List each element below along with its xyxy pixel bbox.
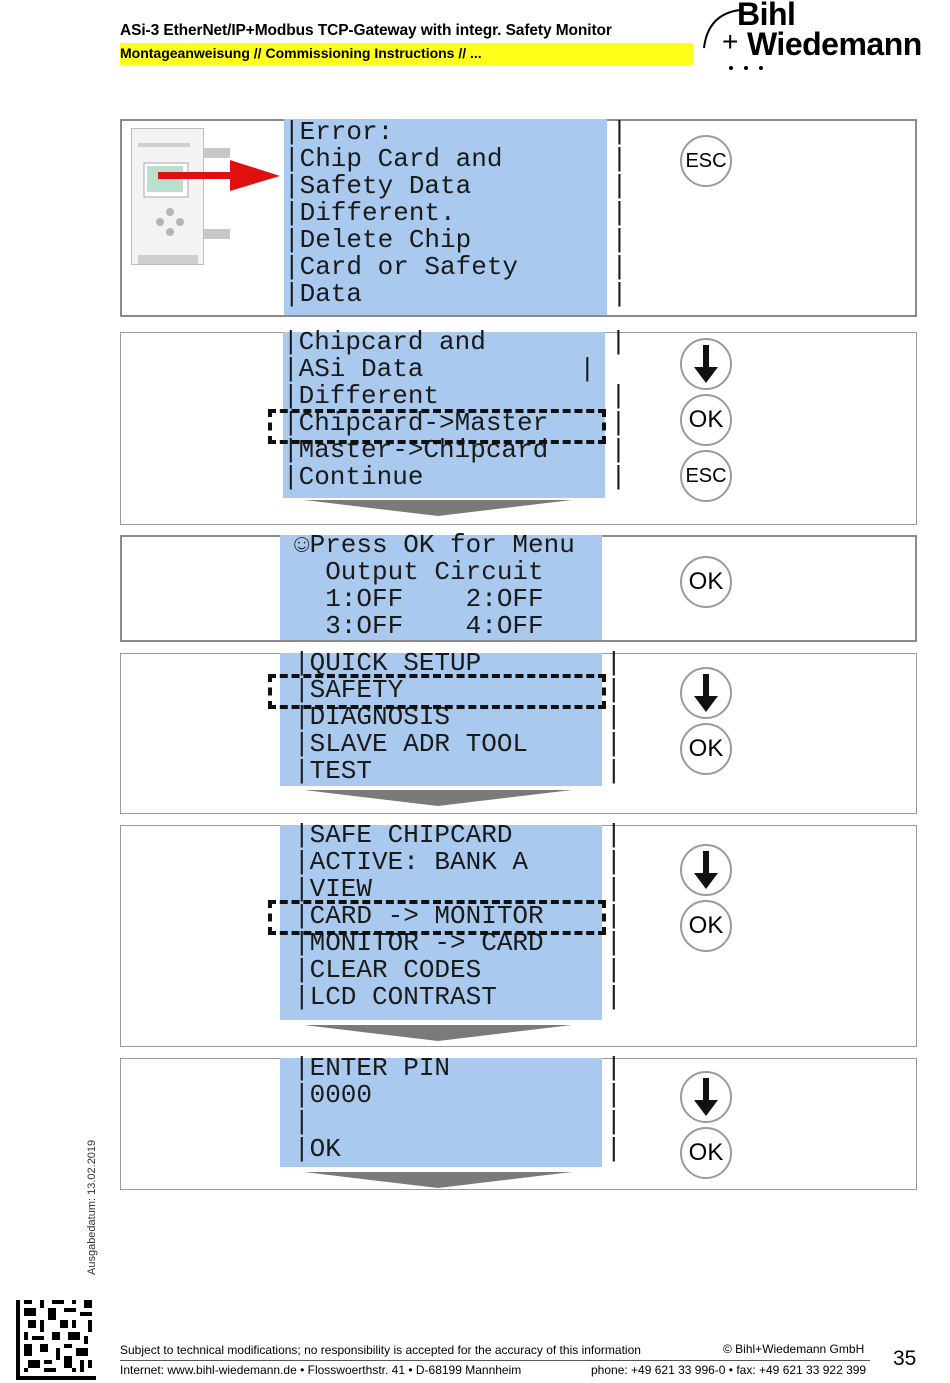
lcd-line: |Card or Safety | xyxy=(284,252,628,282)
footer-contact: phone: +49 621 33 996-0 • fax: +49 621 33 922 399 xyxy=(591,1363,867,1377)
lcd-line: |Chip Card and | xyxy=(284,144,628,174)
lcd-screen-1 xyxy=(284,117,628,315)
lcd-line: |SAFETY | xyxy=(294,675,622,705)
company-logo xyxy=(700,0,925,75)
footer-address: Internet: www.bihl-wiedemann.de • Flosswoerthstr. 41 • D-68199 Mannheim xyxy=(120,1363,522,1377)
selection-frame xyxy=(268,409,606,444)
device-connector-top xyxy=(204,148,230,158)
lcd-line: |SAFE CHIPCARD | xyxy=(294,820,622,850)
logo-plus: + xyxy=(722,26,739,57)
lcd-line: |CARD -> MONITOR | xyxy=(294,901,622,931)
scroll-down-indicator xyxy=(304,1172,572,1188)
lcd-line: |VIEW | xyxy=(294,874,622,904)
document-title: ASi-3 EtherNet/IP+Modbus TCP-Gateway with integr. Safety Monitor xyxy=(120,22,612,39)
lcd-screen-6 xyxy=(280,1053,622,1167)
lcd-line: |Delete Chip | xyxy=(284,225,628,255)
arrow-down-key[interactable] xyxy=(680,844,732,896)
esc-key[interactable] xyxy=(680,450,732,502)
arrow-down-icon xyxy=(691,343,721,385)
ok-key[interactable] xyxy=(680,723,732,775)
lcd-line: |Error: | xyxy=(284,117,628,147)
arrow-down-key[interactable] xyxy=(680,1071,732,1123)
esc-key[interactable] xyxy=(680,135,732,187)
lcd-line: |Different | xyxy=(283,381,627,411)
device-illustration xyxy=(131,128,204,265)
document-subtitle: Montageanweisung // Commissioning Instructions // ... xyxy=(120,45,482,61)
lcd-line: 3:OFF 4:OFF xyxy=(294,611,544,641)
esc-key-label: ESC xyxy=(685,149,727,172)
page-number: 35 xyxy=(893,1347,917,1370)
footer-copyright: © Bihl+Wiedemann GmbH xyxy=(723,1342,865,1356)
ok-key[interactable] xyxy=(680,556,732,608)
lcd-line: |Chipcard->Master | xyxy=(283,408,627,438)
lcd-line: Output Circuit xyxy=(294,557,544,587)
lcd-line: |TEST | xyxy=(294,756,622,786)
lcd-screen-4 xyxy=(280,648,622,786)
scroll-down-indicator xyxy=(304,500,572,516)
arrow-down-key[interactable] xyxy=(680,338,732,390)
selection-frame xyxy=(268,674,606,709)
arrow-down-icon xyxy=(691,849,721,891)
scroll-down-indicator xyxy=(304,1025,572,1041)
lcd-line: |Data | xyxy=(284,279,628,309)
ok-key-label: OK xyxy=(688,912,724,939)
logo-text-bihl: Bihl xyxy=(737,0,796,32)
lcd-line: |Safety Data | xyxy=(284,171,628,201)
arrow-down-icon xyxy=(691,1076,721,1118)
lcd-line: |OK | xyxy=(294,1134,622,1164)
footer-disclaimer: Subject to technical modifications; no responsibility is accepted for the accuracy of this information xyxy=(120,1343,641,1357)
lcd-line: |ENTER PIN | xyxy=(294,1053,622,1083)
lcd-line: |Chipcard and | xyxy=(283,327,627,357)
esc-key-label: ESC xyxy=(685,464,727,487)
lcd-line: 1:OFF 2:OFF xyxy=(294,584,544,614)
ok-key[interactable] xyxy=(680,394,732,446)
lcd-line: |LCD CONTRAST | xyxy=(294,982,622,1012)
ok-key-label: OK xyxy=(688,406,724,433)
lcd-line: |Master->Chipcard | xyxy=(283,435,627,465)
lcd-screen-3 xyxy=(280,530,602,641)
lcd-line: |ASi Data | xyxy=(283,354,596,384)
lcd-line: |DIAGNOSIS | xyxy=(294,702,622,732)
ok-key-label: OK xyxy=(688,1139,724,1166)
selection-frame xyxy=(268,900,606,935)
red-arrow-icon xyxy=(158,160,282,192)
lcd-line: | | xyxy=(294,1107,622,1137)
lcd-line: |QUICK SETUP | xyxy=(294,648,622,678)
scroll-down-indicator xyxy=(304,790,572,806)
lcd-line: |0000 | xyxy=(294,1080,622,1110)
ok-key[interactable] xyxy=(680,900,732,952)
ok-key-label: OK xyxy=(688,568,724,595)
lcd-line: |Different. | xyxy=(284,198,628,228)
arrow-down-key[interactable] xyxy=(680,667,732,719)
logo-dots-icon xyxy=(700,0,925,75)
ok-key-label: OK xyxy=(688,735,724,762)
arrow-down-icon xyxy=(691,672,721,714)
logo-text-wiedemann: Wiedemann xyxy=(747,26,922,62)
issue-date: Ausgabedatum: 13.02.2019 xyxy=(86,1139,98,1275)
footer-divider xyxy=(120,1360,870,1361)
lcd-line: |CLEAR CODES | xyxy=(294,955,622,985)
lcd-line: |ACTIVE: BANK A | xyxy=(294,847,622,877)
safety-monitor-device-icon xyxy=(132,129,205,266)
lcd-line: |MONITOR -> CARD | xyxy=(294,928,622,958)
datamatrix-code-icon xyxy=(16,1300,96,1380)
lcd-line: |Continue | xyxy=(283,462,627,492)
lcd-line: ☺Press OK for Menu xyxy=(294,530,575,560)
ok-key[interactable] xyxy=(680,1127,732,1179)
lcd-line: |SLAVE ADR TOOL | xyxy=(294,729,622,759)
device-connector-bottom xyxy=(204,229,230,239)
